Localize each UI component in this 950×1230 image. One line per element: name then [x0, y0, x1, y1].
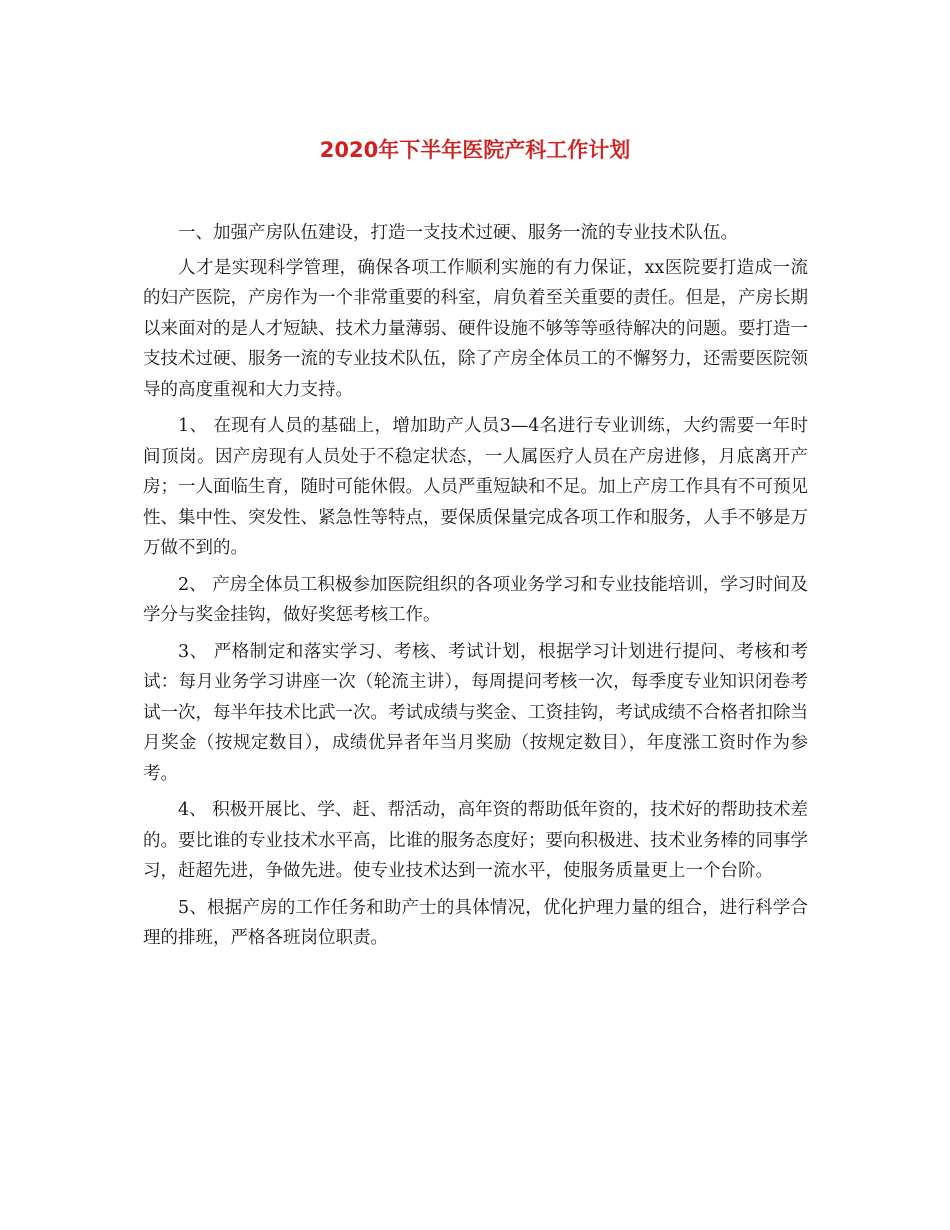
paragraph-item-4: 4、 积极开展比、学、赶、帮活动，高年资的帮助低年资的，技术好的帮助技术差的。要比谁的专业技术水平高，比谁的服务态度好；要向积极进、技术业务棒的同事学习，赶超先进，争做先进。使专业技术达到一流水平，使服务质量更上一个台阶。 [143, 800, 808, 881]
section-heading: 一、加强产房队伍建设，打造一支技术过硬、服务一流的专业技术队伍。 [178, 223, 738, 243]
paragraph-item-2: 2、 产房全体员工积极参加医院组织的各项业务学习和专业技能培训，学习时间及学分与奖金挂钩，做好奖惩考核工作。 [143, 574, 808, 625]
paragraph-intro: 人才是实现科学管理，确保各项工作顺利实施的有力保证，xx医院要打造成一流的妇产医院，产房作为一个非常重要的科室，肩负着至关重要的责任。但是，产房长期以来面对的是人才短缺、技术力量薄弱、硬件设施不够等等亟待解决的问题。要打造一支技术过硬、服务一流的专业技术队伍，除了产房全体员工的不懈努力，还需要医院领导的高度重视和大力支持。 [143, 257, 808, 400]
paragraph-item-3: 3、 严格制定和落实学习、考核、考试计划，根据学习计划进行提问、考核和考试：每月业务学习讲座一次（轮流主讲），每周提问考核一次，每季度专业知识闭卷考试一次，每半年技术比武一次。考试成绩与奖金、工资挂钩，考试成绩不合格者扣除当月奖金（按规定数目），成绩优异者年当月奖励（按规定数目），年度涨工资时作为参考。 [143, 641, 808, 784]
paragraph-item-1: 1、 在现有人员的基础上，增加助产人员3—4名进行专业训练，大约需要一年时间顶岗。因产房现有人员处于不稳定状态，一人属医疗人员在产房进修，月底离开产房；一人面临生育，随时可能休假。人员严重短缺和不足。加上产房工作具有不可预见性、集中性、突发性、紧急性等特点，要保质保量完成各项工作和服务，人手不够是万万做不到的。 [143, 416, 808, 558]
document-body [143, 218, 808, 960]
paragraph-item-5: 5、根据产房的工作任务和助产士的具体情况，优化护理力量的组合，进行科学合理的排班，严格各班岗位职责。 [143, 897, 808, 948]
page-title: 2020年下半年医院产科工作计划 [319, 138, 631, 162]
